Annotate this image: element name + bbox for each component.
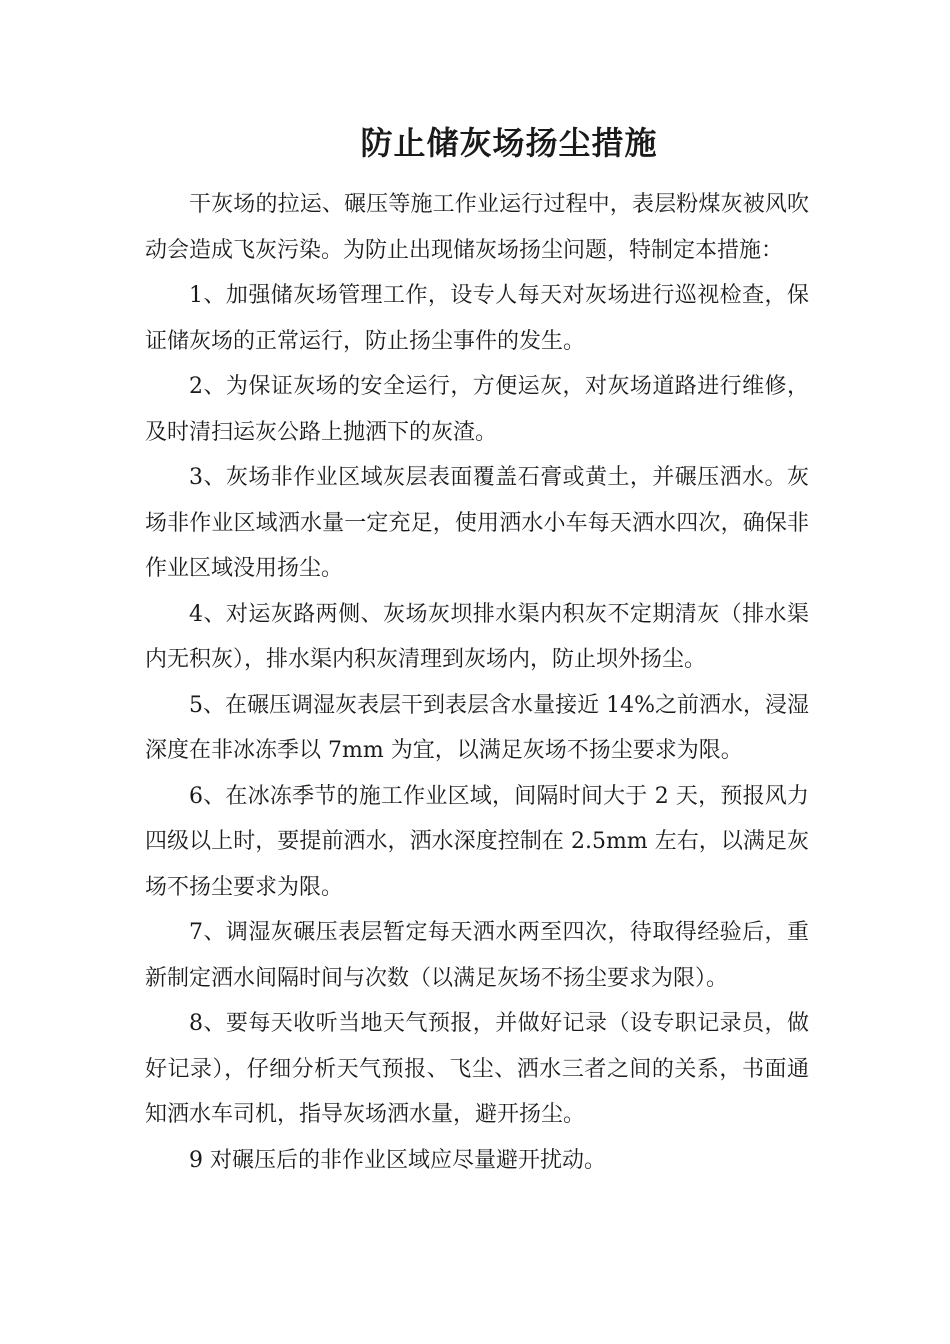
intro-paragraph: 干灰场的拉运、碾压等施工作业运行过程中，表层粉煤灰被风吹动会造成飞灰污染。为防止出现储灰场扬尘问题，特制定本措施： xyxy=(145,192,809,263)
document-title: 防止储灰场扬尘措施 xyxy=(360,124,658,162)
measure-paragraph-8: 8、要每天收听当地天气预报，并做好记录（设专职记录员，做好记录），仔细分析天气预报、飞尘、洒水三者之间的关系，书面通知洒水车司机，指导灰场洒水量，避开扬尘。 xyxy=(145,1011,809,1127)
measure-paragraph-6: 6、在冰冻季节的施工作业区域，间隔时间大于 2 天，预报风力四级以上时，要提前洒水，洒水深度控制在 2.5mm 左右，以满足灰场不扬尘要求为限。 xyxy=(145,783,809,900)
measure-paragraph-7: 7、调湿灰碾压表层暂定每天洒水两至四次，待取得经验后，重新制定洒水间隔时间与次数（以满足灰场不扬尘要求为限）。 xyxy=(145,920,809,991)
document-body xyxy=(145,182,809,1183)
measure-paragraph-1: 1、加强储灰场管理工作，设专人每天对灰场进行巡视检查，保证储灰场的正常运行，防止扬尘事件的发生。 xyxy=(145,283,809,354)
measure-paragraph-9: 9 对碾压后的非作业区域应尽量避开扰动。 xyxy=(189,1147,606,1173)
measure-paragraph-5: 5、在碾压调湿灰表层干到表层含水量接近 14%之前洒水，浸湿深度在非冰冻季以 7mm 为宜，以满足灰场不扬尘要求为限。 xyxy=(145,692,809,763)
measure-paragraph-2: 2、为保证灰场的安全运行，方便运灰，对灰场道路进行维修，及时清扫运灰公路上抛洒下的灰渣。 xyxy=(145,374,809,445)
measure-paragraph-3: 3、灰场非作业区域灰层表面覆盖石膏或黄土，并碾压洒水。灰场非作业区域洒水量一定充足，使用洒水小车每天洒水四次，确保非作业区域没用扬尘。 xyxy=(145,465,809,581)
measure-paragraph-4: 4、对运灰路两侧、灰场灰坝排水渠内积灰不定期清灰（排水渠内无积灰），排水渠内积灰清理到灰场内，防止坝外扬尘。 xyxy=(145,601,809,672)
